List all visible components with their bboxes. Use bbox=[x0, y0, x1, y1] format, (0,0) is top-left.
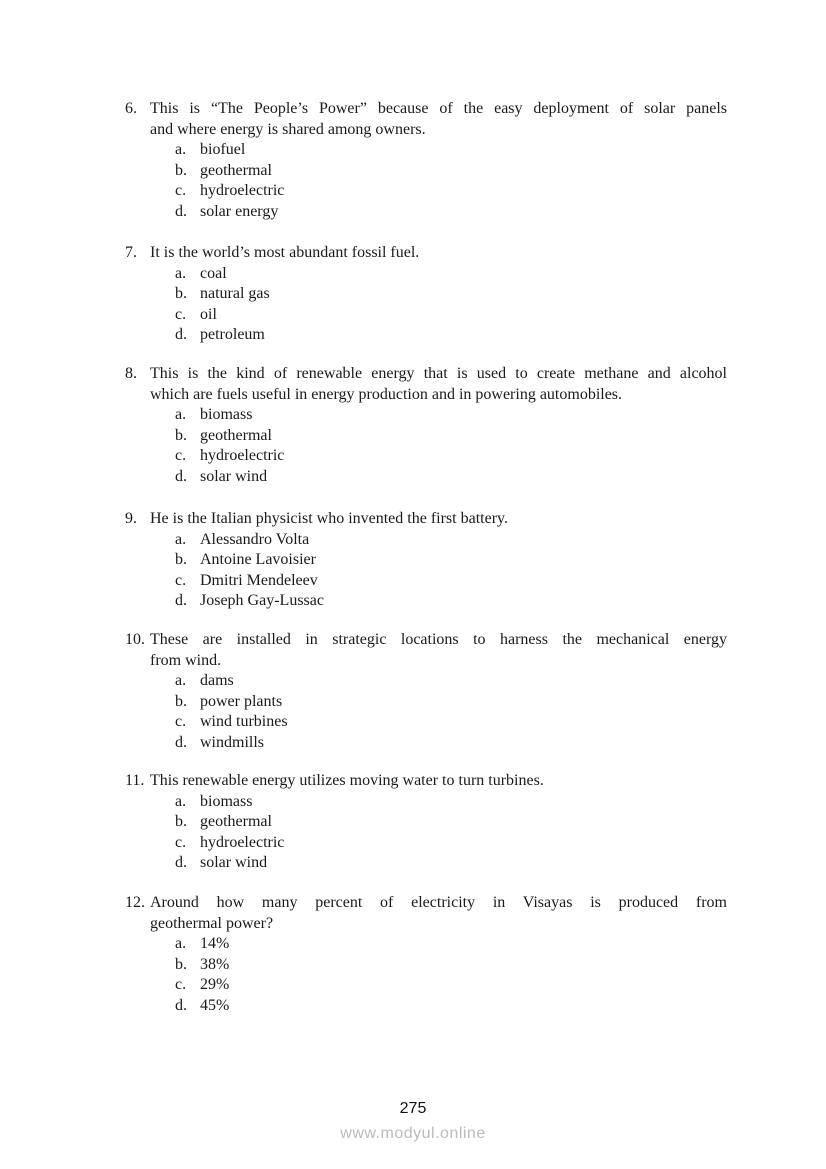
question-10 bbox=[125, 630, 727, 754]
answer-option bbox=[175, 284, 727, 305]
option-letter: c. bbox=[175, 571, 187, 589]
question-line: This renewable energy utilizes moving water to turn turbines. bbox=[150, 772, 544, 789]
option-letter: b. bbox=[175, 161, 187, 179]
question-text bbox=[150, 99, 727, 140]
answer-option bbox=[175, 692, 727, 713]
question-8 bbox=[125, 364, 727, 488]
option-text: Joseph Gay-Lussac bbox=[200, 592, 324, 610]
option-letter: c. bbox=[175, 305, 187, 323]
question-number: 9. bbox=[125, 510, 137, 527]
answer-option bbox=[175, 975, 727, 996]
question-number: 8. bbox=[125, 365, 137, 382]
option-text: hydroelectric bbox=[200, 833, 285, 851]
answer-option bbox=[175, 996, 727, 1017]
question-text bbox=[150, 771, 727, 792]
option-letter: d. bbox=[175, 326, 187, 344]
option-text: wind turbines bbox=[200, 713, 288, 731]
answer-option bbox=[175, 264, 727, 285]
answer-option bbox=[175, 833, 727, 854]
option-text: solar wind bbox=[200, 854, 268, 872]
option-text: hydroelectric bbox=[200, 182, 285, 200]
option-text: windmills bbox=[200, 733, 265, 751]
option-letter: b. bbox=[175, 426, 187, 444]
option-letter: d. bbox=[175, 467, 187, 485]
option-text: geothermal bbox=[200, 813, 272, 831]
answer-option bbox=[175, 571, 727, 592]
question-12 bbox=[125, 893, 727, 1017]
answer-option bbox=[175, 671, 727, 692]
option-letter: a. bbox=[175, 530, 187, 548]
question-text bbox=[150, 893, 727, 934]
question-line: geothermal power? bbox=[150, 914, 274, 932]
watermark: www.modyul.online bbox=[340, 1125, 486, 1142]
question-text bbox=[150, 364, 727, 405]
option-letter: c. bbox=[175, 976, 187, 994]
option-text: petroleum bbox=[200, 326, 265, 344]
option-text: Dmitri Mendeleev bbox=[200, 571, 318, 589]
option-text: coal bbox=[200, 264, 227, 282]
answer-option bbox=[175, 446, 727, 467]
question-line: It is the world’s most abundant fossil fuel. bbox=[150, 244, 420, 261]
option-text: geothermal bbox=[200, 426, 272, 444]
option-letter: d. bbox=[175, 996, 187, 1014]
question-line: He is the Italian physicist who invented the first battery. bbox=[150, 510, 508, 527]
answer-option bbox=[175, 712, 727, 733]
option-text: Alessandro Volta bbox=[200, 530, 310, 548]
answer-option bbox=[175, 550, 727, 571]
option-letter: a. bbox=[175, 264, 187, 282]
question-number: 6. bbox=[125, 100, 137, 117]
question-number: 10. bbox=[125, 631, 145, 648]
answer-option bbox=[175, 467, 727, 488]
option-letter: c. bbox=[175, 833, 187, 851]
option-letter: b. bbox=[175, 285, 187, 303]
answer-option bbox=[175, 405, 727, 426]
answer-option bbox=[175, 733, 727, 754]
question-text bbox=[150, 509, 727, 530]
option-text: biomass bbox=[200, 792, 253, 810]
answer-option bbox=[175, 181, 727, 202]
option-letter: d. bbox=[175, 592, 187, 610]
answer-option bbox=[175, 161, 727, 182]
answer-option bbox=[175, 934, 727, 955]
question-7 bbox=[125, 243, 727, 346]
option-letter: d. bbox=[175, 854, 187, 872]
option-text: 29% bbox=[200, 976, 230, 994]
answer-option bbox=[175, 305, 727, 326]
question-number: 11. bbox=[125, 772, 145, 789]
question-line: and where energy is shared among owners. bbox=[150, 120, 426, 138]
option-letter: b. bbox=[175, 551, 187, 569]
answer-option bbox=[175, 792, 727, 813]
answer-option bbox=[175, 140, 727, 161]
option-letter: a. bbox=[175, 672, 187, 690]
question-11 bbox=[125, 771, 727, 874]
answer-option bbox=[175, 530, 727, 551]
option-text: biofuel bbox=[200, 141, 246, 159]
option-letter: a. bbox=[175, 935, 187, 953]
option-letter: a. bbox=[175, 141, 187, 159]
question-line: Around how many percent of electricity in Visayas is produced from bbox=[150, 894, 727, 911]
question-number: 7. bbox=[125, 244, 137, 261]
option-text: hydroelectric bbox=[200, 447, 285, 465]
question-line: which are fuels useful in energy production and in powering automobiles. bbox=[150, 385, 623, 403]
answer-option bbox=[175, 325, 727, 346]
option-text: solar wind bbox=[200, 467, 268, 485]
option-text: dams bbox=[200, 672, 234, 690]
answer-option bbox=[175, 955, 727, 976]
option-letter: b. bbox=[175, 955, 187, 973]
answer-option bbox=[175, 591, 727, 612]
answer-option bbox=[175, 202, 727, 223]
answer-option bbox=[175, 853, 727, 874]
option-letter: c. bbox=[175, 182, 187, 200]
option-text: natural gas bbox=[200, 285, 270, 303]
option-letter: c. bbox=[175, 447, 187, 465]
option-text: Antoine Lavoisier bbox=[200, 551, 316, 569]
option-letter: c. bbox=[175, 713, 187, 731]
question-line: These are installed in strategic locations to harness the mechanical energy bbox=[150, 631, 727, 648]
question-text bbox=[150, 243, 727, 264]
option-text: oil bbox=[200, 305, 217, 323]
option-text: 45% bbox=[200, 996, 230, 1014]
question-6 bbox=[125, 99, 727, 223]
option-text: power plants bbox=[200, 692, 283, 710]
question-line: This is the kind of renewable energy that is used to create methane and alcohol bbox=[150, 365, 727, 382]
option-letter: a. bbox=[175, 406, 187, 424]
option-letter: d. bbox=[175, 202, 187, 220]
answer-option bbox=[175, 812, 727, 833]
answer-option bbox=[175, 426, 727, 447]
option-letter: b. bbox=[175, 813, 187, 831]
question-number: 12. bbox=[125, 894, 145, 911]
option-text: biomass bbox=[200, 406, 253, 424]
option-text: solar energy bbox=[200, 202, 279, 220]
option-text: geothermal bbox=[200, 161, 272, 179]
question-9 bbox=[125, 509, 727, 612]
option-letter: d. bbox=[175, 733, 187, 751]
option-letter: b. bbox=[175, 692, 187, 710]
option-text: 14% bbox=[200, 935, 230, 953]
page-number: 275 bbox=[399, 1100, 427, 1117]
question-line: This is “The People’s Power” because of the easy deployment of solar panels bbox=[150, 100, 727, 117]
question-line: from wind. bbox=[150, 651, 222, 669]
option-letter: a. bbox=[175, 792, 187, 810]
question-text bbox=[150, 630, 727, 671]
option-text: 38% bbox=[200, 955, 230, 973]
